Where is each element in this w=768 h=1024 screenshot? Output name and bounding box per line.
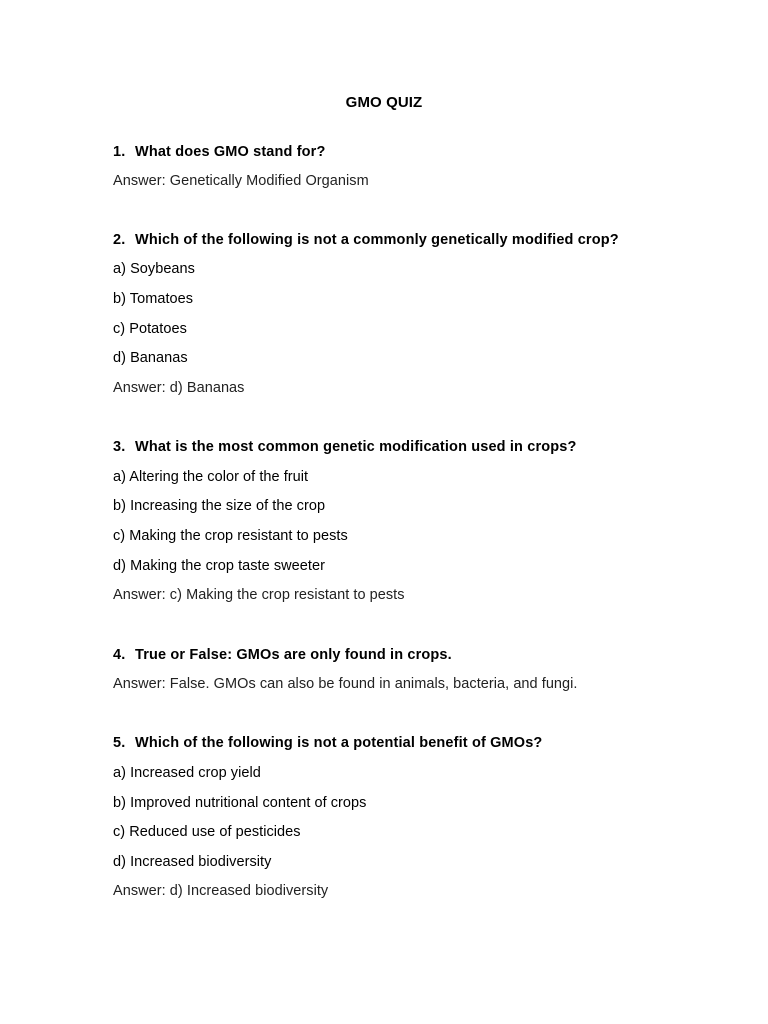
option: a) Soybeans bbox=[113, 261, 195, 277]
question-number: 1. bbox=[113, 144, 126, 160]
option: d) Bananas bbox=[113, 350, 188, 366]
answer-1: Answer: Genetically Modified Organism bbox=[113, 173, 369, 189]
document-title: GMO QUIZ bbox=[345, 94, 423, 111]
question-text: Which of the following is not a commonly genetically modified crop? bbox=[135, 232, 619, 248]
question-number: 5. bbox=[113, 735, 126, 751]
answer-4: Answer: False. GMOs can also be found in animals, bacteria, and fungi. bbox=[113, 676, 578, 692]
question-5 bbox=[113, 733, 542, 753]
question-number: 3. bbox=[113, 439, 126, 455]
question-number: 4. bbox=[113, 647, 126, 663]
question-2 bbox=[113, 230, 619, 250]
option: d) Making the crop taste sweeter bbox=[113, 558, 325, 574]
question-text: True or False: GMOs are only found in crops. bbox=[135, 647, 452, 663]
option: b) Tomatoes bbox=[113, 291, 194, 307]
question-text: Which of the following is not a potential benefit of GMOs? bbox=[135, 735, 543, 751]
answer-2: Answer: d) Bananas bbox=[113, 380, 245, 396]
option: c) Reduced use of pesticides bbox=[113, 824, 301, 840]
question-3 bbox=[113, 437, 576, 457]
option: c) Potatoes bbox=[113, 321, 187, 337]
option: a) Increased crop yield bbox=[113, 765, 261, 781]
question-1 bbox=[113, 142, 326, 162]
option: d) Increased biodiversity bbox=[113, 854, 272, 870]
question-text: What is the most common genetic modification used in crops? bbox=[135, 439, 577, 455]
option: b) Increasing the size of the crop bbox=[113, 498, 326, 514]
question-text: What does GMO stand for? bbox=[135, 144, 326, 160]
option: c) Making the crop resistant to pests bbox=[113, 528, 348, 544]
question-number: 2. bbox=[113, 232, 126, 248]
option: a) Altering the color of the fruit bbox=[113, 469, 309, 485]
option: b) Improved nutritional content of crops bbox=[113, 795, 367, 811]
answer-3: Answer: c) Making the crop resistant to pests bbox=[113, 587, 405, 603]
answer-5: Answer: d) Increased biodiversity bbox=[113, 883, 329, 899]
question-4 bbox=[113, 645, 452, 665]
